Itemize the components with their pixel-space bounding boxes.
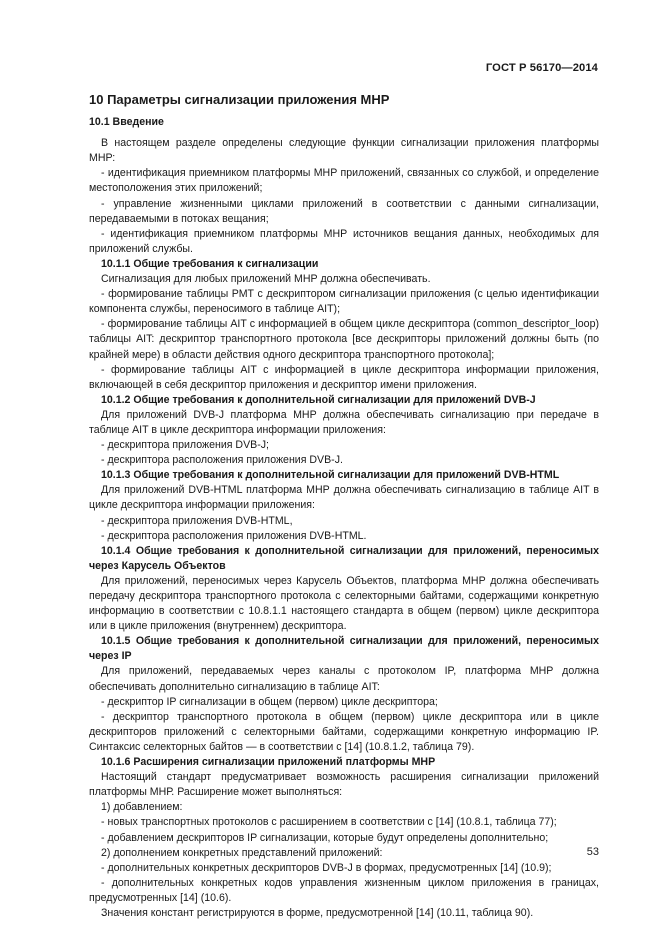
paragraph: - новых транспортных протоколов с расширением в соответствии с [14] (10.8.1, таблица 77);	[101, 816, 557, 829]
paragraph: - дескриптора приложения DVB-J;	[101, 439, 269, 452]
paragraph: Сигнализация для любых приложений МНР должна обеспечивать.	[101, 273, 431, 286]
paragraph: - идентификация приемником платформы МНР приложений, связанных со службой, и определение местоположения этих приложений;	[89, 167, 599, 195]
paragraph: - формирование таблицы AIT с информацией в цикле дескриптора информации приложения, включающей в себя дескриптор приложения и дескриптор имени приложения.	[89, 363, 599, 391]
paragraph: - дескриптора приложения DVB-HTML,	[101, 514, 293, 527]
paragraph: - управление жизненными циклами приложений в соответствии с данными сигнализации, передаваемыми в потоках вещания;	[89, 197, 599, 225]
page-number: 53	[586, 846, 599, 858]
paragraph-heading: 10.1.5 Общие требования к дополнительной сигнализации для приложений, переносимых через IP	[89, 635, 599, 663]
paragraph: Для приложений, передаваемых через каналы с протоколом IP, платформа МНР должна обеспечивать дополнительно сигнализацию в таблице AIT:	[89, 665, 599, 693]
paragraph: - формирование таблицы РМТ с дескриптором сигнализации приложения (с целью идентификации компонента службы, переносимого в таблице AIT);	[89, 288, 599, 316]
paragraph-heading: 10.1.1 Общие требования к сигнализации	[101, 257, 319, 270]
paragraph-list	[89, 136, 599, 921]
paragraph: - дополнительных конкретных дескрипторов DVB-J в формах, предусмотренных [14] (10.9);	[101, 861, 552, 874]
paragraph-heading: 10.1.6 Расширения сигнализации приложений платформы МНР	[101, 756, 436, 769]
paragraph: - идентификация приемником платформы МНР источников вещания данных, необходимых для приложений службы.	[89, 227, 599, 255]
paragraph: Для приложений DVB-HTML платформа МНР должна обеспечивать сигнализацию в таблице AIT в цикле дескриптора информации приложения:	[89, 484, 599, 512]
paragraph-heading: 10.1.2 Общие требования к дополнительной сигнализации для приложений DVB-J	[101, 393, 536, 406]
paragraph: 1) добавлением:	[101, 801, 183, 814]
paragraph: - дескриптор транспортного протокола в общем (первом) цикле дескриптора или в цикле дескрипторов приложений с селекторными байтами, содержащими конкретную информацию IP. Синтаксис селекторных байтов — в соответствии с [14] (10.8.1.2, таблица 79).	[89, 710, 599, 753]
paragraph: - дополнительных конкретных кодов управления жизненным циклом приложения в границах, предусмотренных [14] (10.6).	[89, 876, 599, 904]
paragraph: Для приложений, переносимых через Карусель Объектов, платформа МНР должна обеспечивать передачу дескриптора транспортного протокола с селекторными байтами, содержащими конкретную информацию в соответствии с 10.8.1.1 настоящего стандарта в общем (первом) цикле дескриптора или в цикле приложения (внутреннем) дескриптора.	[89, 574, 599, 633]
paragraph-heading: 10.1.3 Общие требования к дополнительной сигнализации для приложений DVB-HTML	[101, 469, 560, 482]
standard-header: ГОСТ Р 56170—2014	[485, 62, 598, 74]
paragraph: Значения констант регистрируются в форме, предусмотренной [14] (10.11, таблица 90).	[101, 906, 534, 919]
document-body	[89, 92, 599, 921]
section-title: 10 Параметры сигнализации приложения МНР	[89, 92, 390, 107]
paragraph: 2) дополнением конкретных представлений приложений:	[101, 846, 383, 859]
paragraph: Настоящий стандарт предусматривает возможность расширения сигнализации приложений платформы МНР. Расширение может выполняться:	[89, 771, 599, 799]
paragraph-heading: 10.1.4 Общие требования к дополнительной сигнализации для приложений, переносимых через Карусель Объектов	[89, 544, 599, 572]
paragraph: Для приложений DVB-J платформа МНР должна обеспечивать сигнализацию при передаче в таблице AIT в цикле дескриптора информации приложения:	[89, 408, 599, 436]
paragraph: - дескриптор IP сигнализации в общем (первом) цикле дескриптора;	[101, 695, 438, 708]
paragraph: - дескриптора расположения приложения DVB-HTML.	[101, 529, 367, 542]
paragraph: - формирование таблицы AIT с информацией в общем цикле дескриптора (common_descriptor_loop) таблицы AIT: дескриптор транспортного протокола [все дескрипторы приложений должны быть (по крайней мере) в области действия одного дескриптора транспортного протокола];	[89, 318, 599, 361]
subsection-title: 10.1 Введение	[89, 116, 164, 129]
paragraph: В настоящем разделе определены следующие функции сигнализации приложения платформы МНР:	[89, 137, 599, 165]
paragraph: - добавлением дескрипторов IP сигнализации, которые будут определены дополнительно;	[101, 831, 549, 844]
paragraph: - дескриптора расположения приложения DVB-J.	[101, 454, 343, 467]
